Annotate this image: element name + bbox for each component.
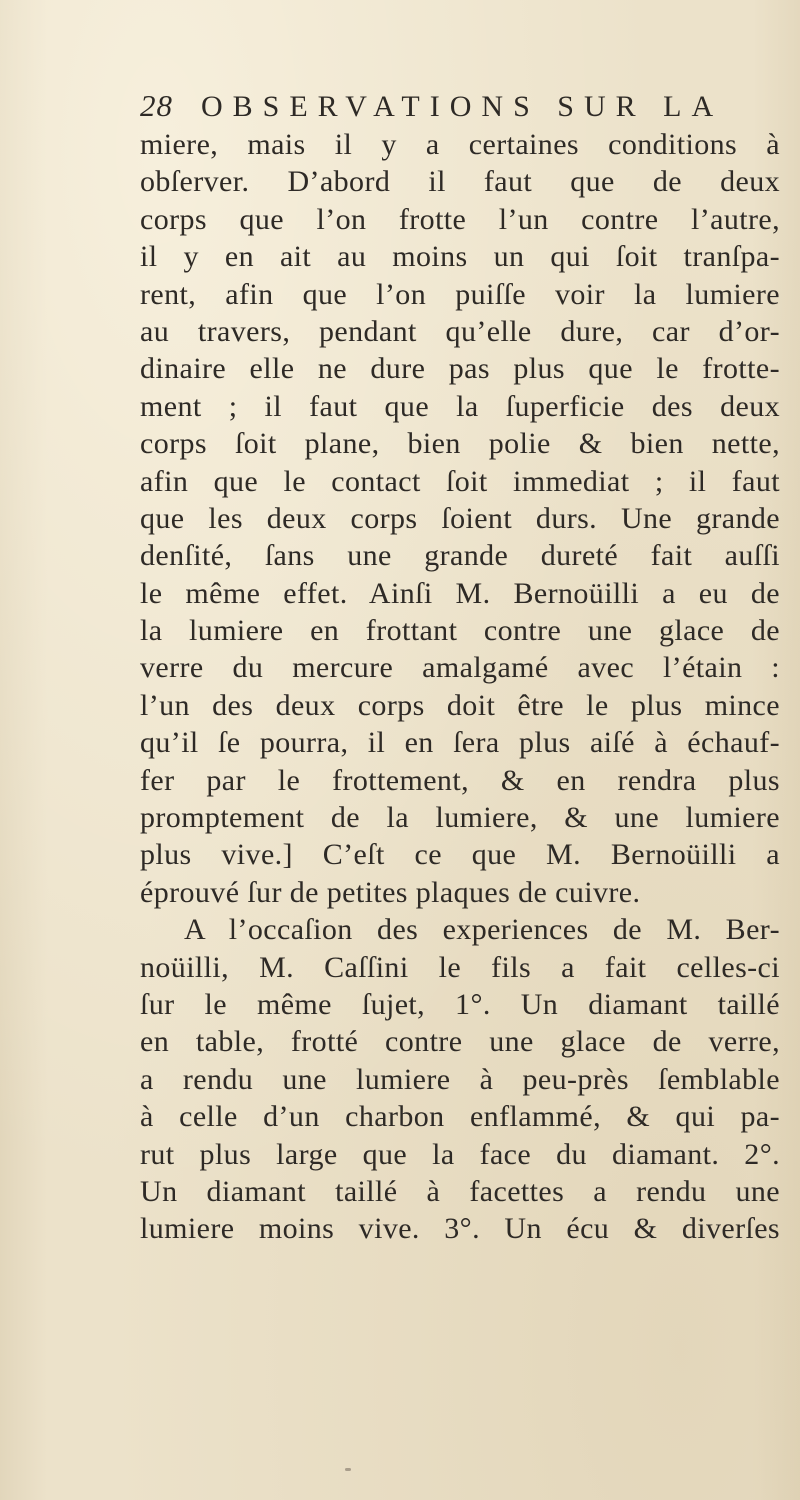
- text-line: rent, afin que l’on puiſſe voir la lumiere: [140, 277, 780, 311]
- page-number: 28: [140, 88, 173, 123]
- text-line: en table, frotté contre une glace de verre,: [140, 1025, 780, 1059]
- text-line: lumiere moins vive. 3°. Un écu & diverſes: [140, 1212, 780, 1246]
- ink-speck: [345, 1468, 351, 1471]
- text-line: a rendu une lumiere à peu-près ſemblable: [140, 1062, 780, 1096]
- text-line: obſerver. D’abord il faut que de deux: [140, 165, 780, 199]
- text-line: à celle d’un charbon enflammé, & qui pa-: [140, 1100, 780, 1134]
- body-text: [140, 126, 780, 1248]
- text-line: verre du mercure amalgamé avec l’étain :: [140, 651, 780, 685]
- text-line: corps ſoit plane, bien polie & bien nette,: [140, 427, 780, 461]
- text-line: dinaire elle ne dure pas plus que le frotte-: [140, 352, 780, 386]
- text-line: noüilli, M. Caſſini le fils a fait celles-ci: [140, 950, 780, 984]
- text-line: l’un des deux corps doit être le plus mince: [140, 688, 780, 722]
- text-line: ſur le même ſujet, 1°. Un diamant taillé: [140, 987, 780, 1021]
- text-line: Un diamant taillé à facettes a rendu une: [140, 1174, 780, 1208]
- text-line: le même effet. Ainſi M. Bernoüilli a eu de: [140, 576, 780, 610]
- text-line: la lumiere en frottant contre une glace de: [140, 614, 780, 648]
- text-line: que les deux corps ſoient durs. Une grande: [140, 501, 780, 535]
- text-line: rut plus large que la face du diamant. 2°.: [140, 1137, 780, 1171]
- text-line: afin que le contact ſoit immediat ; il faut: [140, 464, 780, 498]
- text-line: éprouvé ſur de petites plaques de cuivre.: [140, 875, 641, 909]
- text-line: ment ; il faut que la ſuperficie des deux: [140, 389, 780, 423]
- text-line: denſité, ſans une grande dureté fait auſſi: [140, 539, 780, 573]
- text-line: il y en ait au moins un qui ſoit tranſpa-: [140, 240, 780, 274]
- text-line: fer par le frottement, & en rendra plus: [140, 763, 780, 797]
- text-line: promptement de la lumiere, & une lumiere: [140, 801, 780, 835]
- text-line: qu’il ſe pourra, il en ſera plus aiſé à échauf-: [140, 726, 780, 760]
- text-line: au travers, pendant qu’elle dure, car d’or-: [140, 314, 780, 348]
- text-line: corps que l’on frotte l’un contre l’autre,: [140, 202, 780, 236]
- text-line: A l’occaſion des experiences de M. Ber-: [184, 913, 780, 947]
- text-line: miere, mais il y a certaines conditions à: [140, 128, 780, 161]
- running-title: OBSERVATIONS SUR LA: [201, 90, 724, 123]
- text-line: plus vive.] C’eſt ce que M. Bernoüilli a: [140, 838, 780, 872]
